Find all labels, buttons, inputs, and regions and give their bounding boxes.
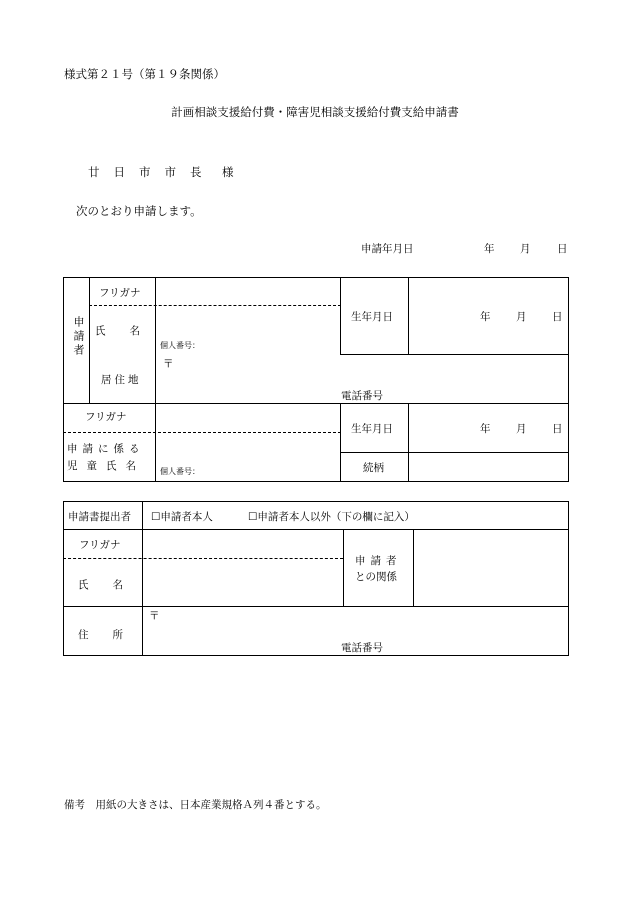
submitter-name-label: 氏名 (78, 579, 147, 591)
child-name-label-2: 児童氏名 (67, 460, 145, 472)
form-title: 計画相談支援給付費・障害児相談支援給付費支給申請書 (171, 105, 459, 119)
child-birth-month: 月 (516, 423, 527, 435)
submitter-address-field[interactable] (162, 610, 552, 636)
application-date-month: 月 (520, 243, 531, 255)
child-name-field[interactable] (158, 436, 338, 462)
addressee: 廿日市市長 (88, 165, 216, 179)
child-furigana-field[interactable] (158, 408, 338, 428)
applicant-postal-mark: 〒 (163, 358, 174, 370)
child-birthdate-label: 生年月日 (351, 423, 393, 435)
submitter-name-field[interactable] (146, 562, 340, 602)
submitter-furigana-field[interactable] (146, 533, 340, 555)
child-relation-label: 続柄 (363, 462, 384, 474)
applicant-birth-year: 年 (480, 311, 491, 323)
applicant-birthdate-label: 生年月日 (351, 311, 393, 323)
application-date-year: 年 (484, 243, 495, 255)
applicant-group-label: 申請者 (72, 316, 85, 358)
child-individual-number-label: 個人番号： (160, 467, 200, 476)
submitter-relation-label-1: 申請者 (355, 555, 402, 567)
applicant-furigana-field[interactable] (158, 285, 338, 303)
submitter-phone-label: 電話番号 (341, 642, 383, 654)
child-birth-year: 年 (480, 423, 491, 435)
paper-size-note: 備考 用紙の大きさは、日本産業規格Ａ列４番とする。 (64, 799, 327, 811)
submitter-option-other[interactable]: ☐申請者本人以外（下の欄に記入） (248, 511, 415, 523)
submitter-furigana-label: フリガナ (79, 539, 121, 551)
addressee-suffix: 様 (222, 165, 234, 179)
intro-text: 次のとおり申請します。 (76, 204, 202, 218)
applicant-birth-month: 月 (516, 311, 527, 323)
submitter-relation-label-2: との関係 (355, 571, 397, 583)
applicant-individual-number-label: 個人番号： (160, 341, 200, 350)
submitter-postal-mark: 〒 (149, 610, 160, 622)
applicant-address-field[interactable] (176, 358, 556, 384)
submitter-address-label: 住所 (78, 629, 147, 641)
child-furigana-label: フリガナ (85, 411, 127, 423)
child-relation-field[interactable] (411, 455, 565, 479)
submitter-relation-field[interactable] (416, 532, 566, 604)
applicant-name-label: 氏名 (95, 325, 164, 337)
application-date-label: 申請年月日 (361, 243, 414, 255)
child-birth-day: 日 (552, 423, 563, 435)
applicant-birth-day: 日 (552, 311, 563, 323)
application-date-day: 日 (557, 243, 568, 255)
applicant-name-field[interactable] (158, 308, 338, 338)
form-number: 様式第２１号（第１９条関係） (64, 67, 225, 81)
applicant-furigana-label: フリガナ (99, 287, 141, 299)
submitter-label: 申請書提出者 (68, 511, 131, 523)
child-name-label-1: 申請に係る (67, 443, 145, 455)
applicant-address-label: 居住地 (101, 374, 142, 386)
applicant-phone-label: 電話番号 (341, 390, 383, 402)
submitter-option-self[interactable]: ☐申請者本人 (151, 511, 213, 523)
